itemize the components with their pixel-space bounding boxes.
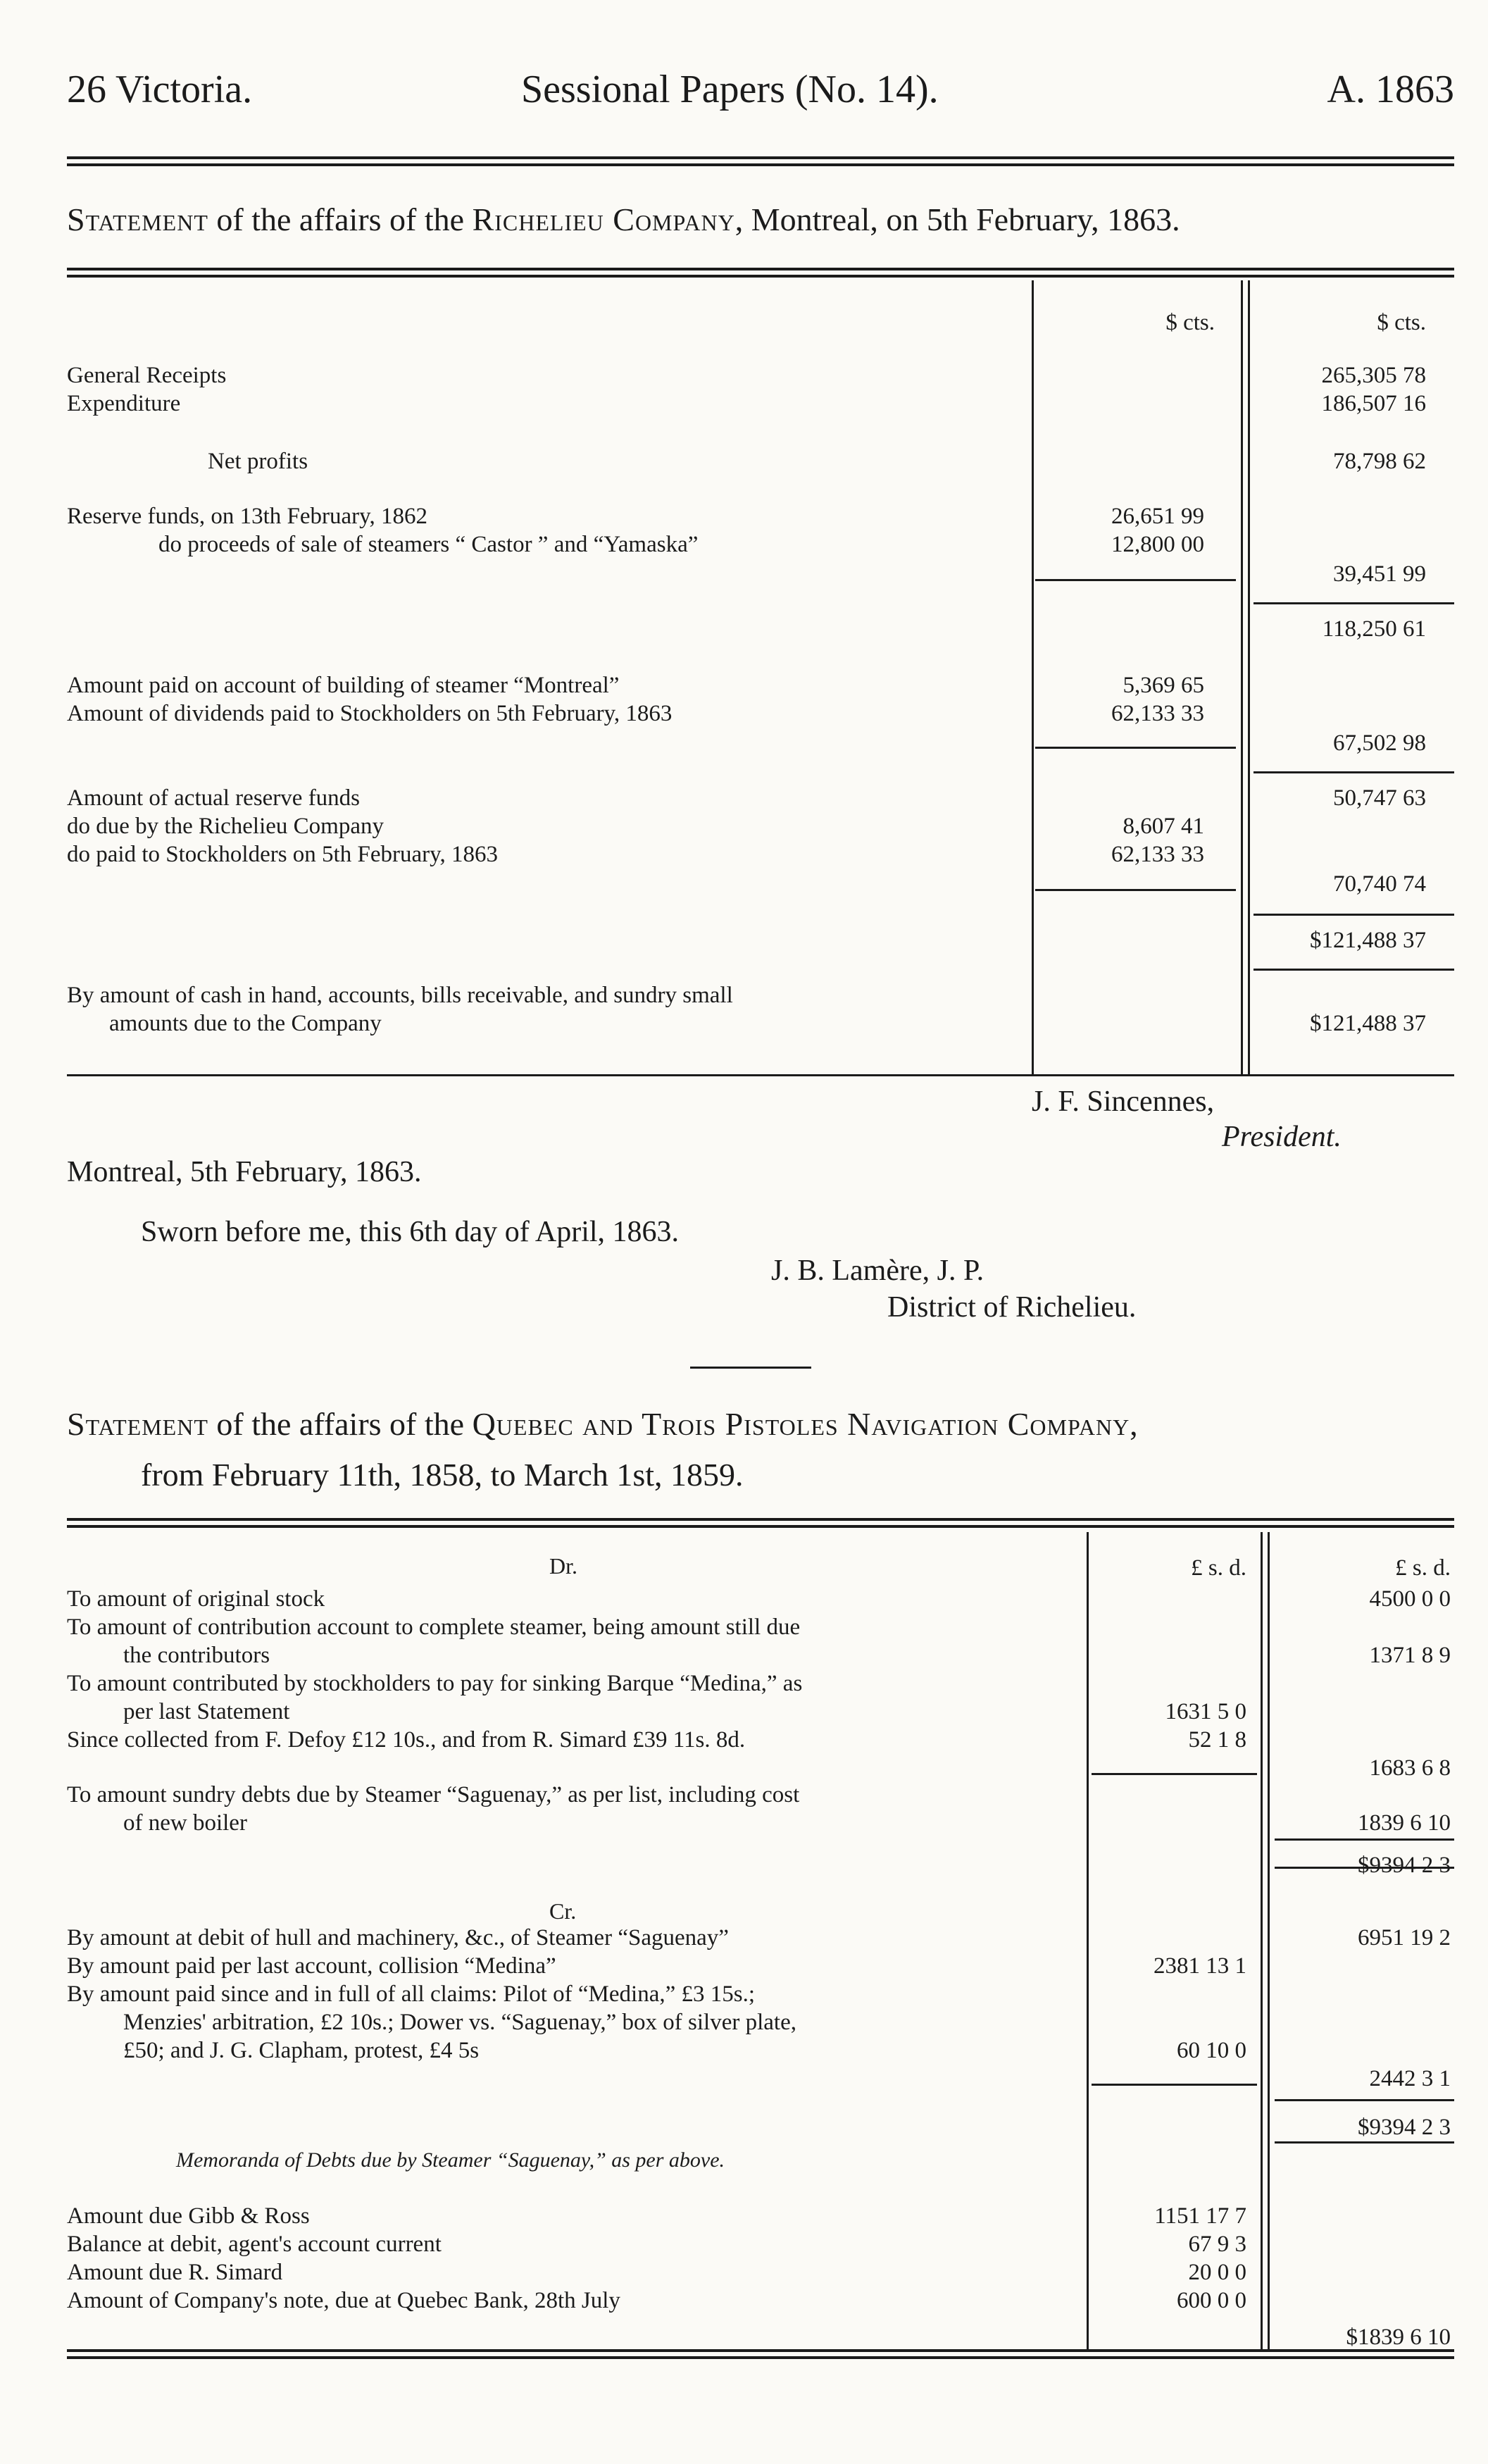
amount-col-2: $121,488 37 bbox=[1310, 928, 1426, 953]
row-label: Net profits bbox=[208, 449, 308, 474]
amount-col-1: 5,369 65 bbox=[1123, 673, 1204, 698]
row-label: By amount paid per last account, collision “Medina” bbox=[67, 1953, 556, 1979]
subtotal-rule bbox=[1275, 2099, 1454, 2101]
amount-col-2: 118,250 61 bbox=[1322, 616, 1426, 642]
column-divider bbox=[1268, 1532, 1270, 2349]
signatory-name: J. F. Sincennes, bbox=[1032, 1085, 1215, 1118]
row-label: Amount of Company's note, due at Quebec Bank, 28th July bbox=[67, 2288, 620, 2313]
row-label: do due by the Richelieu Company bbox=[67, 814, 384, 839]
amount-col-2: $1839 6 10 bbox=[1346, 2325, 1451, 2350]
col-header-1: £ s. d. bbox=[1191, 1555, 1246, 1581]
row-label: Amount due Gibb & Ross bbox=[67, 2203, 310, 2229]
place-date: Montreal, 5th February, 1863. bbox=[67, 1156, 422, 1188]
subtotal-rule bbox=[1092, 1773, 1257, 1775]
cr-label: Cr. bbox=[549, 1898, 577, 1924]
memoranda-heading: Memoranda of Debts due by Steamer “Saguenay,” as per above. bbox=[176, 2148, 725, 2172]
row-label: Amount paid on account of building of steamer “Montreal” bbox=[67, 673, 620, 698]
column-divider bbox=[1261, 1532, 1263, 2349]
header-left: 26 Victoria. bbox=[67, 68, 253, 111]
jp-name: J. B. Lamère, J. P. bbox=[771, 1255, 984, 1287]
amount-col-1: 8,607 41 bbox=[1123, 814, 1204, 839]
subtotal-rule bbox=[1092, 2084, 1257, 2086]
row-label: To amount of original stock bbox=[67, 1586, 325, 1612]
amount-col-2: 50,747 63 bbox=[1333, 785, 1426, 811]
amount-col-2: 6951 19 2 bbox=[1358, 1925, 1451, 1950]
subtotal-rule bbox=[1275, 1838, 1454, 1841]
column-divider bbox=[1087, 1532, 1089, 2349]
row-label: Amount due R. Simard bbox=[67, 2260, 283, 2285]
amount-col-1: 67 9 3 bbox=[1188, 2232, 1246, 2257]
row-label: amounts due to the Company bbox=[109, 1011, 382, 1036]
row-label: To amount contributed by stockholders to pay for sinking Barque “Medina,” as bbox=[67, 1671, 803, 1696]
row-label: £50; and J. G. Clapham, protest, £4 5s bbox=[123, 2038, 480, 2063]
subtotal-rule bbox=[1253, 969, 1454, 971]
section-separator bbox=[690, 1367, 811, 1369]
row-label: do paid to Stockholders on 5th February, 1863 bbox=[67, 842, 498, 867]
amount-col-1: 52 1 8 bbox=[1188, 1727, 1246, 1753]
subtotal-rule bbox=[1253, 602, 1454, 604]
quebec-title-line2: from February 11th, 1858, to March 1st, 1859. bbox=[141, 1457, 744, 1493]
amount-col-2: 186,507 16 bbox=[1321, 391, 1426, 416]
header-right: A. 1863 bbox=[1327, 68, 1454, 111]
amount-col-1: 12,800 00 bbox=[1111, 532, 1204, 557]
dr-label: Dr. bbox=[549, 1553, 577, 1579]
richelieu-top-rule bbox=[67, 268, 1454, 278]
amount-col-2: 67,502 98 bbox=[1333, 730, 1426, 756]
row-label: per last Statement bbox=[123, 1699, 290, 1724]
col-header-2: £ s. d. bbox=[1395, 1555, 1451, 1581]
row-label: To amount of contribution account to complete steamer, being amount still due bbox=[67, 1614, 801, 1640]
subtotal-rule bbox=[1275, 1867, 1454, 1869]
row-label: To amount sundry debts due by Steamer “Saguenay,” as per list, including cost bbox=[67, 1782, 800, 1807]
quebec-bottom-rule bbox=[67, 2349, 1454, 2359]
subtotal-rule bbox=[1035, 747, 1236, 749]
amount-col-1: 600 0 0 bbox=[1177, 2288, 1246, 2313]
amount-col-1: 62,133 33 bbox=[1111, 701, 1204, 726]
amount-col-2: 1683 6 8 bbox=[1369, 1755, 1451, 1781]
row-label: Amount of actual reserve funds bbox=[67, 785, 361, 811]
row-label: By amount paid since and in full of all claims: Pilot of “Medina,” £3 15s.; bbox=[67, 1981, 755, 2007]
subtotal-rule bbox=[1035, 579, 1236, 581]
row-label: Since collected from F. Defoy £12 10s., and from R. Simard £39 11s. 8d. bbox=[67, 1727, 746, 1753]
amount-col-1: 1151 17 7 bbox=[1154, 2203, 1246, 2229]
richelieu-bottom-rule bbox=[67, 1074, 1454, 1076]
subtotal-rule bbox=[1253, 914, 1454, 916]
row-label: Menzies' arbitration, £2 10s.; Dower vs. “Saguenay,” box of silver plate, bbox=[123, 2010, 796, 2035]
row-label: Amount of dividends paid to Stockholders on 5th February, 1863 bbox=[67, 701, 673, 726]
header-rule bbox=[67, 156, 1454, 166]
amount-col-2: $9394 2 3 bbox=[1358, 1853, 1451, 1878]
row-label: By amount at debit of hull and machinery, &c., of Steamer “Saguenay” bbox=[67, 1925, 729, 1950]
amount-col-2: 2442 3 1 bbox=[1369, 2066, 1451, 2091]
row-label: By amount of cash in hand, accounts, bills receivable, and sundry small bbox=[67, 983, 733, 1008]
amount-col-2: 78,798 62 bbox=[1333, 449, 1426, 474]
row-label: of new boiler bbox=[123, 1810, 247, 1836]
column-divider bbox=[1248, 280, 1250, 1076]
row-label: the contributors bbox=[123, 1643, 270, 1668]
row-label: Expenditure bbox=[67, 391, 181, 416]
amount-col-2: 1371 8 9 bbox=[1369, 1643, 1451, 1668]
amount-col-1: 26,651 99 bbox=[1111, 504, 1204, 529]
quebec-top-rule bbox=[67, 1518, 1454, 1528]
amount-col-2: 39,451 99 bbox=[1333, 561, 1426, 587]
amount-col-1: 60 10 0 bbox=[1177, 2038, 1246, 2063]
amount-col-2: 4500 0 0 bbox=[1369, 1586, 1451, 1612]
subtotal-rule bbox=[1035, 889, 1236, 891]
amount-col-2: 265,305 78 bbox=[1321, 363, 1426, 388]
richelieu-title: Statement of the affairs of the Richelieu Company, Montreal, on 5th February, 1863. bbox=[67, 201, 1180, 237]
subtotal-rule bbox=[1275, 2141, 1454, 2143]
row-label: Balance at debit, agent's account current bbox=[67, 2232, 442, 2257]
amount-col-1: 20 0 0 bbox=[1188, 2260, 1246, 2285]
jp-district: District of Richelieu. bbox=[887, 1291, 1137, 1324]
col-header-2: $ cts. bbox=[1377, 310, 1426, 335]
column-divider bbox=[1032, 280, 1034, 1076]
amount-col-2: 1839 6 10 bbox=[1358, 1810, 1451, 1836]
subtotal-rule bbox=[1253, 771, 1454, 773]
amount-col-2: $121,488 37 bbox=[1310, 1011, 1426, 1036]
amount-col-1: 2381 13 1 bbox=[1153, 1953, 1246, 1979]
header-center: Sessional Papers (No. 14). bbox=[521, 68, 939, 111]
column-divider bbox=[1241, 280, 1243, 1076]
amount-col-2: $9394 2 3 bbox=[1358, 2115, 1451, 2140]
amount-col-1: 62,133 33 bbox=[1111, 842, 1204, 867]
sworn-statement: Sworn before me, this 6th day of April, 1863. bbox=[141, 1216, 680, 1248]
amount-col-1: 1631 5 0 bbox=[1165, 1699, 1246, 1724]
quebec-title: Statement of the affairs of the Quebec and Trois Pistoles Navigation Company, bbox=[67, 1406, 1139, 1442]
signatory-title: President. bbox=[1222, 1121, 1342, 1153]
row-label: General Receipts bbox=[67, 363, 227, 388]
amount-col-2: 70,740 74 bbox=[1333, 871, 1426, 897]
col-header-1: $ cts. bbox=[1165, 310, 1215, 335]
row-label: Reserve funds, on 13th February, 1862 bbox=[67, 504, 428, 529]
row-label: do proceeds of sale of steamers “ Castor ” and “Yamaska” bbox=[158, 532, 699, 557]
